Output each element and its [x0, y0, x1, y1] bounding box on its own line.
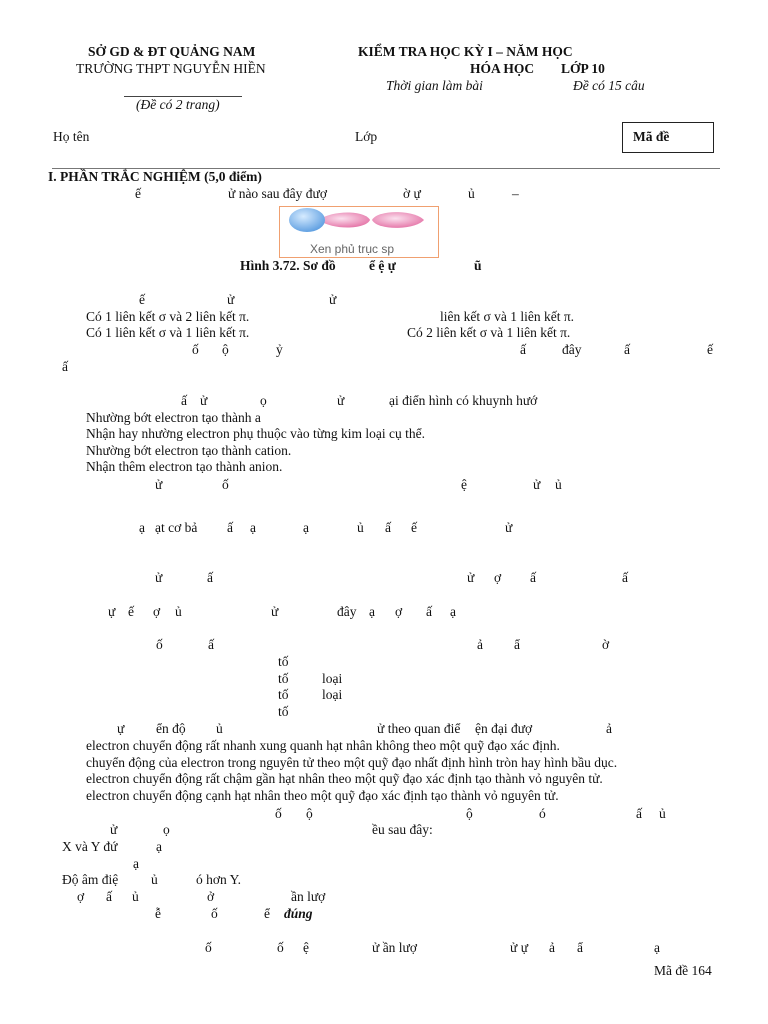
- figure-caption: Xen phủ trục sp: [310, 242, 395, 256]
- q1-frag: ế: [135, 186, 141, 201]
- q9-option: tố: [278, 671, 289, 686]
- q9-frag: ẩ: [514, 637, 520, 652]
- q11-statement: ủ: [132, 889, 139, 904]
- q10-frag: ủ: [216, 721, 223, 736]
- q10-frag: ự: [117, 721, 125, 736]
- q3-frag: đây: [562, 342, 582, 357]
- q5-frag: ố: [222, 477, 229, 492]
- q3-frag: ỷ: [276, 342, 283, 357]
- q9-frag: ả: [477, 637, 483, 652]
- q11-statement: ạ: [133, 856, 139, 871]
- q12-frag: ệ: [303, 940, 309, 955]
- q11-frag: ấ: [636, 806, 642, 821]
- q11-statement: ở: [207, 889, 215, 904]
- q10-frag: ử theo quan điể: [377, 721, 461, 736]
- q9-option: loại: [322, 671, 343, 686]
- q8-frag: đây: [337, 604, 357, 619]
- q7-frag: ử: [467, 570, 475, 585]
- q8-frag: ợ: [153, 604, 161, 619]
- pages-note: (Đề có 2 trang): [136, 97, 220, 112]
- q2-frag: ử: [227, 292, 235, 307]
- q11-frag: ố: [275, 806, 282, 821]
- q11-statement: X và Y đứ: [62, 839, 118, 854]
- q3-frag: ấ: [624, 342, 630, 357]
- q4-option-a: Nhường bớt electron tạo thành a: [86, 410, 261, 425]
- q5-frag: ử: [155, 477, 163, 492]
- q3-frag: ố: [192, 342, 199, 357]
- q11-statement: ạ: [156, 839, 162, 854]
- q10-option-c: electron chuyển động rất chậm gần hạt nhân theo một quỹ đạo xác định tạo thành vỏ nguyên tử.: [86, 771, 603, 786]
- grade: LỚP 10: [561, 61, 605, 76]
- hinh-caption: ũ: [474, 258, 482, 273]
- q12-frag: ả: [549, 940, 555, 955]
- q2-option-d: Có 2 liên kết σ và 1 liên kết π.: [407, 325, 571, 340]
- q11-frag: ộ: [306, 806, 313, 821]
- q3-frag: ộ: [222, 342, 229, 357]
- q6-frag: ủ: [357, 520, 364, 535]
- q1-frag: ủ: [468, 186, 475, 201]
- q6-frag: ấ: [227, 520, 233, 535]
- q7-frag: ấ: [622, 570, 628, 585]
- q6-frag: ử: [505, 520, 513, 535]
- q11-frag: ủ: [659, 806, 666, 821]
- q11-statement: ủ: [151, 872, 158, 887]
- q12-frag: ử ự: [510, 940, 529, 955]
- q7-frag: ợ: [494, 570, 502, 585]
- exam-title: KIỂM TRA HỌC KỲ I – NĂM HỌC: [358, 44, 573, 59]
- q4-option-b: Nhận hay nhường electron phụ thuộc vào từng kim loại cụ thể.: [86, 426, 425, 441]
- q5-frag: ệ: [461, 477, 467, 492]
- q2-frag: ế: [139, 292, 145, 307]
- p-orbital-left-lobe: [318, 212, 370, 227]
- footer-exam-code: Mã đề 164: [654, 963, 712, 978]
- q11-frag: ọ: [163, 822, 170, 837]
- q4-frag: ấ: [181, 393, 187, 408]
- q2-option-a: Có 1 liên kết σ và 2 liên kết π.: [86, 309, 250, 324]
- q7-frag: ử: [155, 570, 163, 585]
- exam-code-box: [622, 122, 714, 153]
- q3-frag: ấ: [62, 359, 68, 374]
- q11-frag: ử: [110, 822, 118, 837]
- q11-statement: ố: [211, 906, 218, 921]
- q12-frag: ố: [205, 940, 212, 955]
- q4-option-d: Nhận thêm electron tạo thành anion.: [86, 459, 283, 474]
- q10-frag: ả: [606, 721, 612, 736]
- q2-option-b: liên kết σ và 1 liên kết π.: [440, 309, 575, 324]
- q12-frag: ạ: [654, 940, 660, 955]
- s-orbital: [289, 208, 325, 232]
- q3-frag: ế: [707, 342, 713, 357]
- q10-frag: ện đại đượ: [475, 721, 533, 736]
- q9-frag: ờ: [602, 637, 610, 652]
- hinh-caption: ể ệ ự: [369, 258, 396, 273]
- q9-option: tố: [278, 687, 289, 702]
- q6-frag: ế: [411, 520, 417, 535]
- q10-frag: ển độ: [156, 721, 186, 736]
- q8-frag: ạ: [450, 604, 456, 619]
- q4-frag: ử: [200, 393, 208, 408]
- q9-frag: ố: [156, 637, 163, 652]
- q8-frag: ế: [128, 604, 134, 619]
- time-label: Thời gian làm bài: [386, 78, 483, 93]
- question-count: Đề có 15 câu: [573, 78, 645, 93]
- q11-statement: Độ âm điệ: [62, 872, 119, 887]
- q9-option: tố: [278, 654, 289, 669]
- q4-frag: ọ: [260, 393, 267, 408]
- section-title: I. PHẦN TRẮC NGHIỆM (5,0 điểm): [48, 169, 262, 184]
- q9-frag: ấ: [208, 637, 214, 652]
- q9-option: tố: [278, 704, 289, 719]
- q6-frag: ạ: [139, 520, 145, 535]
- q10-option-a: electron chuyển động rất nhanh xung quanh hạt nhân không theo một quỹ đạo xác định.: [86, 738, 560, 753]
- q7-frag: ấ: [207, 570, 213, 585]
- q3-frag: ấ: [520, 342, 526, 357]
- q8-frag: ử: [271, 604, 279, 619]
- q11-statement: ễ: [155, 906, 161, 921]
- q4-frag: ử: [337, 393, 345, 408]
- hinh-caption: Hình 3.72. Sơ đồ: [240, 258, 336, 273]
- q4-frag: ại điển hình có khuynh hướ: [389, 393, 538, 408]
- q1-frag: ử nào sau đây đượ: [228, 186, 328, 201]
- q12-frag: ử ần lượ: [372, 940, 418, 955]
- school-name: TRƯỜNG THPT NGUYỄN HIỀN: [76, 61, 266, 76]
- q2-frag: ử: [329, 292, 337, 307]
- q12-frag: ố: [277, 940, 284, 955]
- q8-frag: ấ: [426, 604, 432, 619]
- q8-frag: ự: [108, 604, 116, 619]
- q11-statement: ần lượ: [291, 889, 326, 904]
- q11-frag: ộ: [466, 806, 473, 821]
- class-label: Lớp: [355, 129, 378, 144]
- p-orbital-right-lobe: [372, 212, 424, 228]
- q6-frag: ạt cơ bả: [155, 520, 198, 535]
- subject: HÓA HỌC: [470, 61, 535, 76]
- q8-frag: ạ: [369, 604, 375, 619]
- q11-statement: đúng: [284, 906, 313, 921]
- q1-frag: ờ ự: [403, 186, 421, 201]
- q5-frag: ủ: [555, 477, 562, 492]
- q10-option-d: electron chuyển động cạnh hạt nhân theo một quỹ đạo xác định tạo thành vỏ nguyên tử.: [86, 788, 559, 803]
- q10-option-b: chuyển động của electron trong nguyên tử theo một quỹ đạo nhất định hình tròn hay hình bầu dục.: [86, 755, 618, 770]
- q4-option-c: Nhường bớt electron tạo thành cation.: [86, 443, 292, 458]
- dept-name: SỞ GD & ĐT QUẢNG NAM: [88, 44, 256, 59]
- q11-statement: ấ: [106, 889, 112, 904]
- q12-frag: ẩ: [577, 940, 583, 955]
- q2-option-c: Có 1 liên kết σ và 1 liên kết π.: [86, 325, 250, 340]
- q6-frag: ấ: [385, 520, 391, 535]
- q7-frag: ấ: [530, 570, 536, 585]
- exam-code-label: Mã đề: [633, 129, 670, 144]
- q8-frag: ủ: [175, 604, 182, 619]
- q11-frag: ó: [539, 806, 546, 821]
- q1-frag: –: [512, 186, 519, 201]
- q6-frag: ạ: [303, 520, 309, 535]
- q9-option: loại: [322, 687, 343, 702]
- q11-statement: ể: [264, 906, 270, 921]
- q5-frag: ử: [533, 477, 541, 492]
- q8-frag: ợ: [395, 604, 403, 619]
- q11-statement: ợ: [77, 889, 85, 904]
- name-label: Họ tên: [53, 129, 90, 144]
- q11-statement: ó hơn Y.: [196, 872, 242, 887]
- q11-frag: ều sau đây:: [372, 822, 433, 837]
- orbital-figure: [279, 206, 439, 258]
- q6-frag: ạ: [250, 520, 256, 535]
